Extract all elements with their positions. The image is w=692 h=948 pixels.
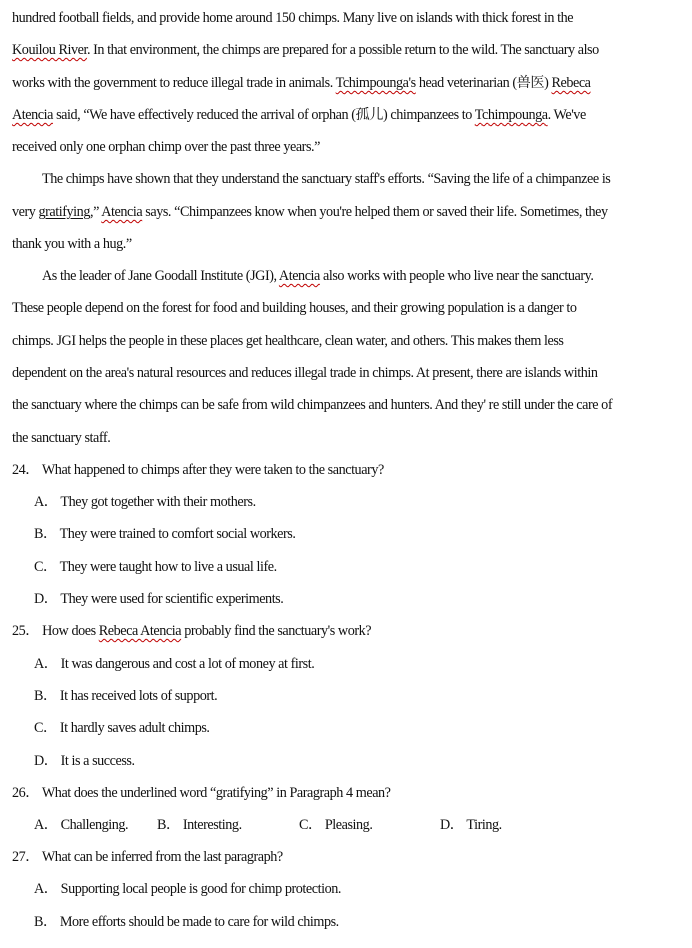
answer-option: A． Supporting local people is good for chimp protection. bbox=[34, 881, 341, 897]
spell-flag: Kouilou River bbox=[12, 42, 87, 58]
passage-line: hundred football fields, and provide home around 150 chimps. Many live on islands with thick forest in the bbox=[12, 10, 574, 26]
passage-line: chimps. JGI helps the people in these places get healthcare, clean water, and others. This makes them less bbox=[12, 333, 564, 349]
question-stem: 26． What does the underlined word “gratifying” in Paragraph 4 mean? bbox=[12, 785, 391, 801]
underlined-word: gratifying bbox=[38, 204, 90, 220]
answer-option: A． It was dangerous and cost a lot of money at first. bbox=[34, 656, 315, 672]
answer-option: C． It hardly saves adult chimps. bbox=[34, 720, 210, 736]
passage-line: thank you with a hug.” bbox=[12, 236, 132, 252]
answer-option: B． It has received lots of support. bbox=[34, 688, 218, 704]
spell-flag: Tchimpounga bbox=[474, 107, 548, 123]
answer-option: B． They were trained to comfort social workers. bbox=[34, 526, 296, 542]
spell-flag: Atencia bbox=[101, 204, 143, 220]
passage-line: the sanctuary staff. bbox=[12, 430, 111, 446]
spell-flag: Rebeca bbox=[551, 75, 591, 91]
answer-option: A． They got together with their mothers. bbox=[34, 494, 256, 510]
answer-option: A． Challenging. bbox=[34, 817, 129, 833]
answer-option: B． More efforts should be made to care for wild chimps. bbox=[34, 914, 339, 930]
passage-line: As the leader of Jane Goodall Institute (JGI), Atencia also works with people who live near the sanctuary. bbox=[42, 268, 594, 284]
question-stem: 24． What happened to chimps after they were taken to the sanctuary? bbox=[12, 462, 384, 478]
answer-option: D． It is a success. bbox=[34, 753, 135, 769]
spell-flag: Tchimpounga's bbox=[335, 75, 416, 91]
answer-option: C． They were taught how to live a usual life. bbox=[34, 559, 277, 575]
answer-option: C． Pleasing. bbox=[299, 817, 373, 833]
answer-option: B． Interesting. bbox=[157, 817, 242, 833]
passage-line: received only one orphan chimp over the past three years.” bbox=[12, 139, 320, 155]
spell-flag: Atencia bbox=[12, 107, 53, 123]
passage-line: These people depend on the forest for food and building houses, and their growing population is a danger to bbox=[12, 300, 577, 316]
passage-line: the sanctuary where the chimps can be safe from wild chimpanzees and hunters. And they' re still under the care of bbox=[12, 397, 613, 413]
spell-flag: Rebeca Atencia bbox=[98, 623, 182, 639]
passage-line: very gratifying,” Atencia says. “Chimpanzees know when you're helped them or saved their life. Sometimes, they bbox=[12, 204, 608, 220]
passage-line: Atencia said, “We have effectively reduced the arrival of orphan (孤儿) chimpanzees to Tchimpounga. We've bbox=[12, 107, 586, 123]
answer-option: D． They were used for scientific experiments. bbox=[34, 591, 284, 607]
question-stem: 25． How does Rebeca Atencia probably find the sanctuary's work? bbox=[12, 623, 372, 639]
passage-line: The chimps have shown that they understand the sanctuary staff's efforts. “Saving the life of a chimpanzee is bbox=[42, 171, 611, 187]
passage-line: dependent on the area's natural resources and reduces illegal trade in chimps. At present, there are islands within bbox=[12, 365, 598, 381]
question-stem: 27． What can be inferred from the last paragraph? bbox=[12, 849, 283, 865]
answer-option: D． Tiring. bbox=[440, 817, 502, 833]
spell-flag: Atencia bbox=[278, 268, 320, 284]
passage-line: works with the government to reduce illegal trade in animals. Tchimpounga's head veterinarian (兽医) Rebeca bbox=[12, 75, 591, 91]
passage-line: Kouilou River. In that environment, the chimps are prepared for a possible return to the wild. The sanctuary also bbox=[12, 42, 599, 58]
